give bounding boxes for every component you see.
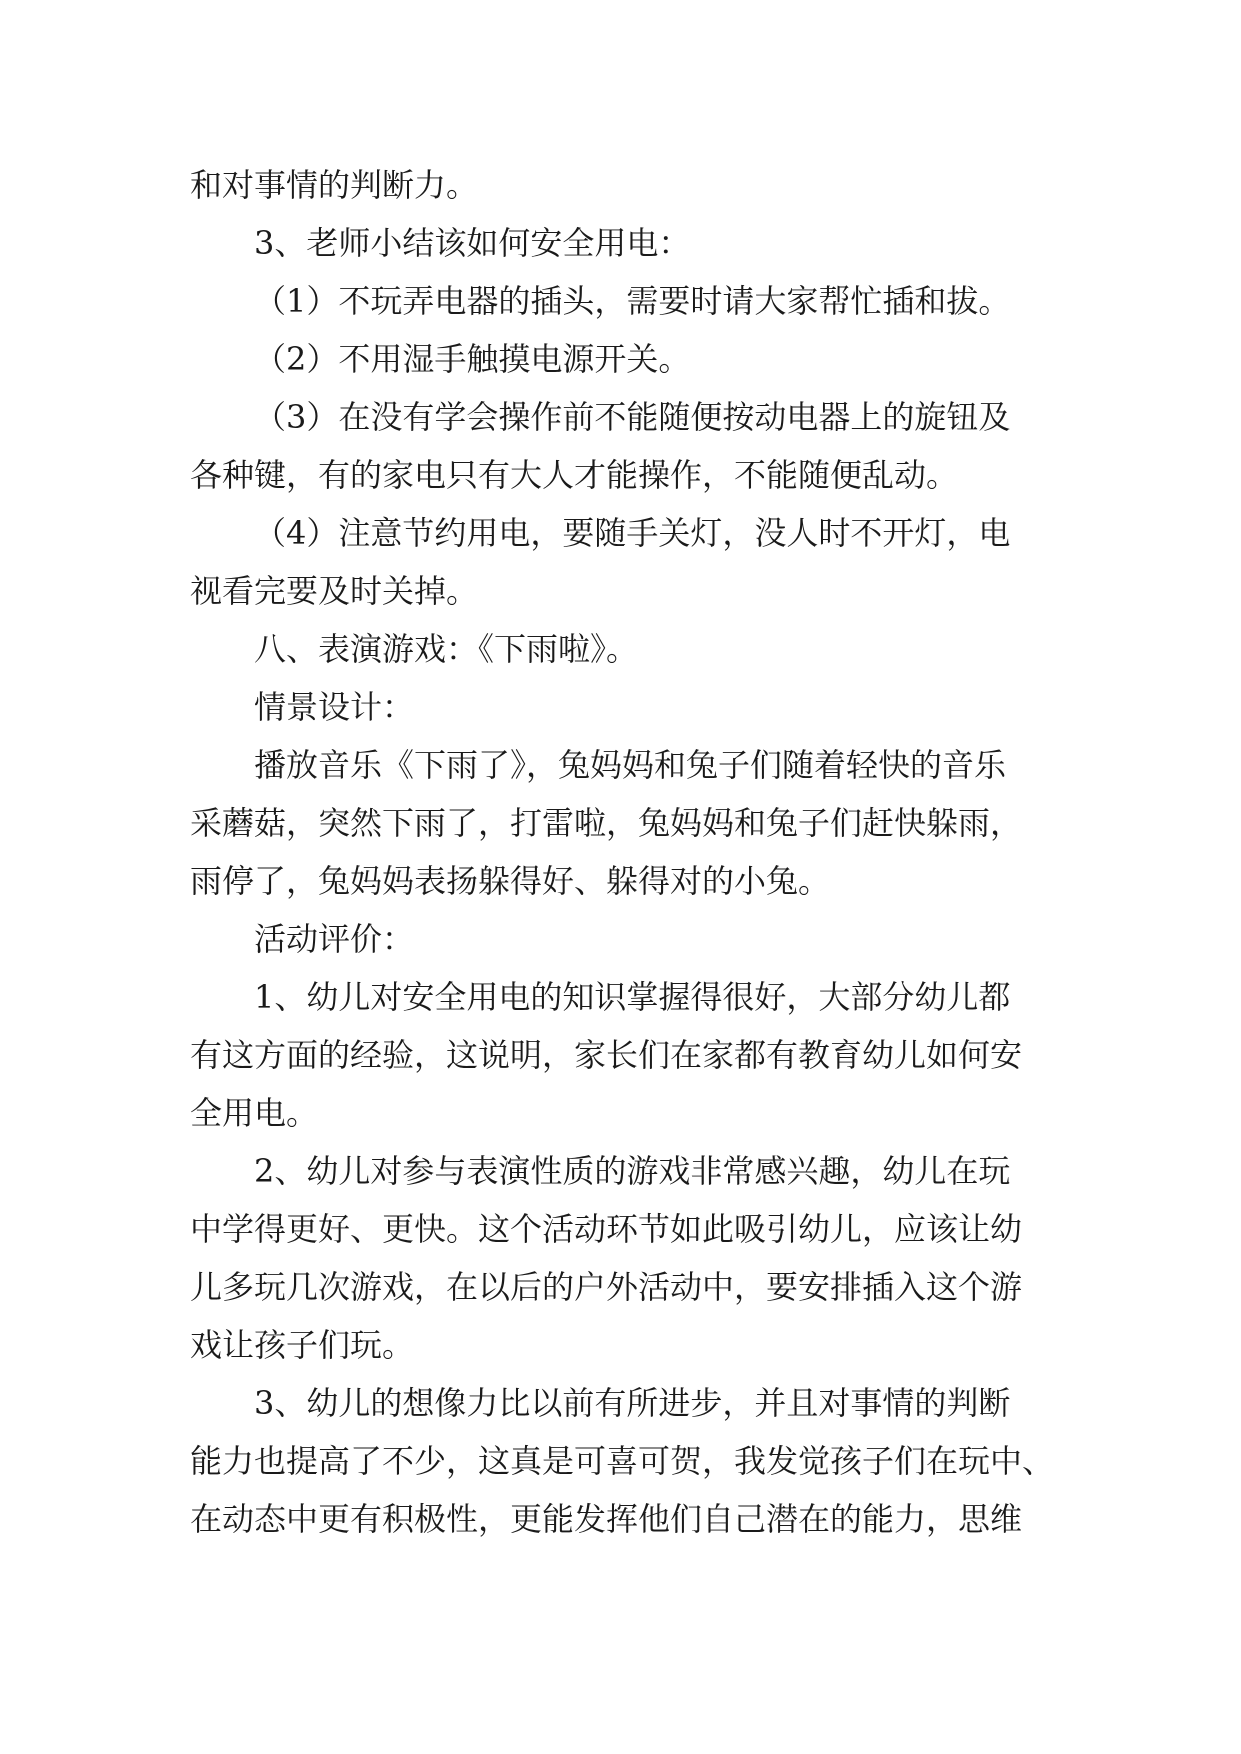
text-line: 3、幼儿的想像力比以前有所进步，并且对事情的判断 [254, 1384, 1011, 1422]
subsection-heading: 活动评价： [254, 920, 415, 958]
text-line: 有这方面的经验，这说明，家长们在家都有教育幼儿如何安 [190, 1036, 1023, 1074]
text-line: 采蘑菇，突然下雨了，打雷啦，兔妈妈和兔子们赶快躲雨， [190, 804, 1023, 842]
document-body [190, 156, 1070, 1548]
text-line: 各种键，有的家电只有大人才能操作，不能随便乱动。 [190, 456, 959, 494]
text-line: 儿多玩几次游戏，在以后的户外活动中，要安排插入这个游 [190, 1268, 1023, 1306]
text-line: 戏让孩子们玩。 [190, 1326, 415, 1364]
text-line: 全用电。 [190, 1094, 319, 1132]
text-line: 2、幼儿对参与表演性质的游戏非常感兴趣，幼儿在玩 [254, 1152, 1011, 1190]
text-line: 1、幼儿对安全用电的知识掌握得很好，大部分幼儿都 [254, 978, 1011, 1016]
text-line: 视看完要及时关掉。 [190, 572, 479, 610]
text-line: 在动态中更有积极性，更能发挥他们自己潜在的能力，思维 [190, 1500, 1023, 1538]
section-heading: 八、表演游戏：《下雨啦》。 [254, 630, 639, 668]
text-line: （3）在没有学会操作前不能随便按动电器上的旋钮及 [254, 398, 1011, 436]
text-line: 能力也提高了不少，这真是可喜可贺，我发觉孩子们在玩中、 [190, 1442, 1055, 1480]
text-line: （1）不玩弄电器的插头，需要时请大家帮忙插和拔。 [254, 282, 1011, 320]
text-line: 雨停了，兔妈妈表扬躲得好、躲得对的小兔。 [190, 862, 831, 900]
text-line: 和对事情的判断力。 [190, 166, 479, 204]
text-line: 3、老师小结该如何安全用电： [254, 224, 691, 262]
text-line: （4）注意节约用电，要随手关灯，没人时不开灯，电 [254, 514, 1011, 552]
subsection-heading: 情景设计： [254, 688, 415, 726]
text-line: （2）不用湿手触摸电源开关。 [254, 340, 691, 378]
text-line: 中学得更好、更快。这个活动环节如此吸引幼儿，应该让幼 [190, 1210, 1023, 1248]
text-line: 播放音乐《下雨了》，兔妈妈和兔子们随着轻快的音乐 [254, 746, 1007, 784]
